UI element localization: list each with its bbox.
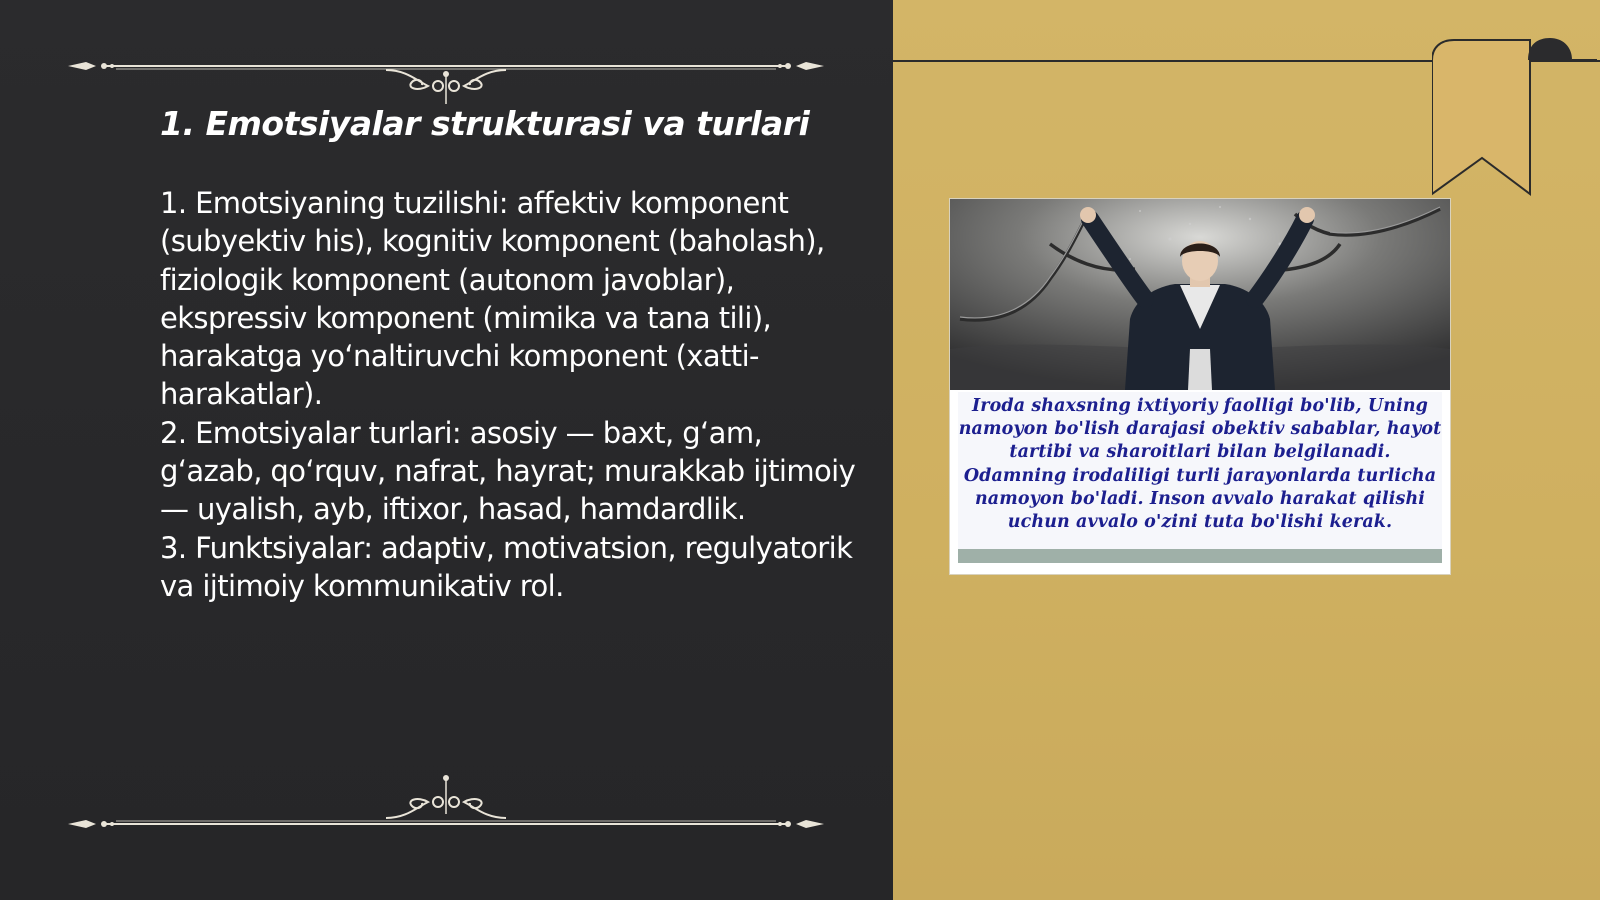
- ribbon-bookmark-icon: [1432, 34, 1597, 204]
- top-ornament-divider: [66, 46, 826, 106]
- caption-strip: [958, 549, 1442, 563]
- body-paragraph-functions: 3. Funktsiyalar: adaptiv, motivatsion, regulyatorik va ijtimoiy kommunikativ rol.: [160, 530, 853, 603]
- slide-body: [160, 184, 860, 605]
- body-paragraph-structure: 1. Emotsiyaning tuzilishi: affektiv komponent (subyektiv his), kognitiv komponent (baholash), fiziologik komponent (autonom javoblar), ekspressiv komponent (mimika va tana tili), harakatga yo‘naltiruvchi komponent (xatti-harakatlar).: [160, 186, 825, 412]
- image-caption: Iroda shaxsning ixtiyoriy faolligi bo'lib, Uning namoyon bo'lish darajasi obektiv sabablar, hayot tartibi va sharoitlari bilan belgilanadi. Odamning irodaliligi turli jarayonlarda turlicha namoyon bo'ladi. Inson avvalo harakat qilishi uchun avvalo o'zini tuta bo'lishi kerak.: [958, 396, 1442, 533]
- picture-card: [950, 199, 1450, 574]
- woman-breaking-chains-photo: [950, 199, 1450, 390]
- bottom-ornament-divider: [66, 772, 826, 832]
- slide-title: 1. Emotsiyalar strukturasi va turlari: [160, 104, 810, 143]
- body-paragraph-types: 2. Emotsiyalar turlari: asosiy — baxt, g‘am, g‘azab, qo‘rquv, nafrat, hayrat; murakkab ijtimoiy — uyalish, ayb, iftixor, hasad, hamdardlik.: [160, 415, 856, 527]
